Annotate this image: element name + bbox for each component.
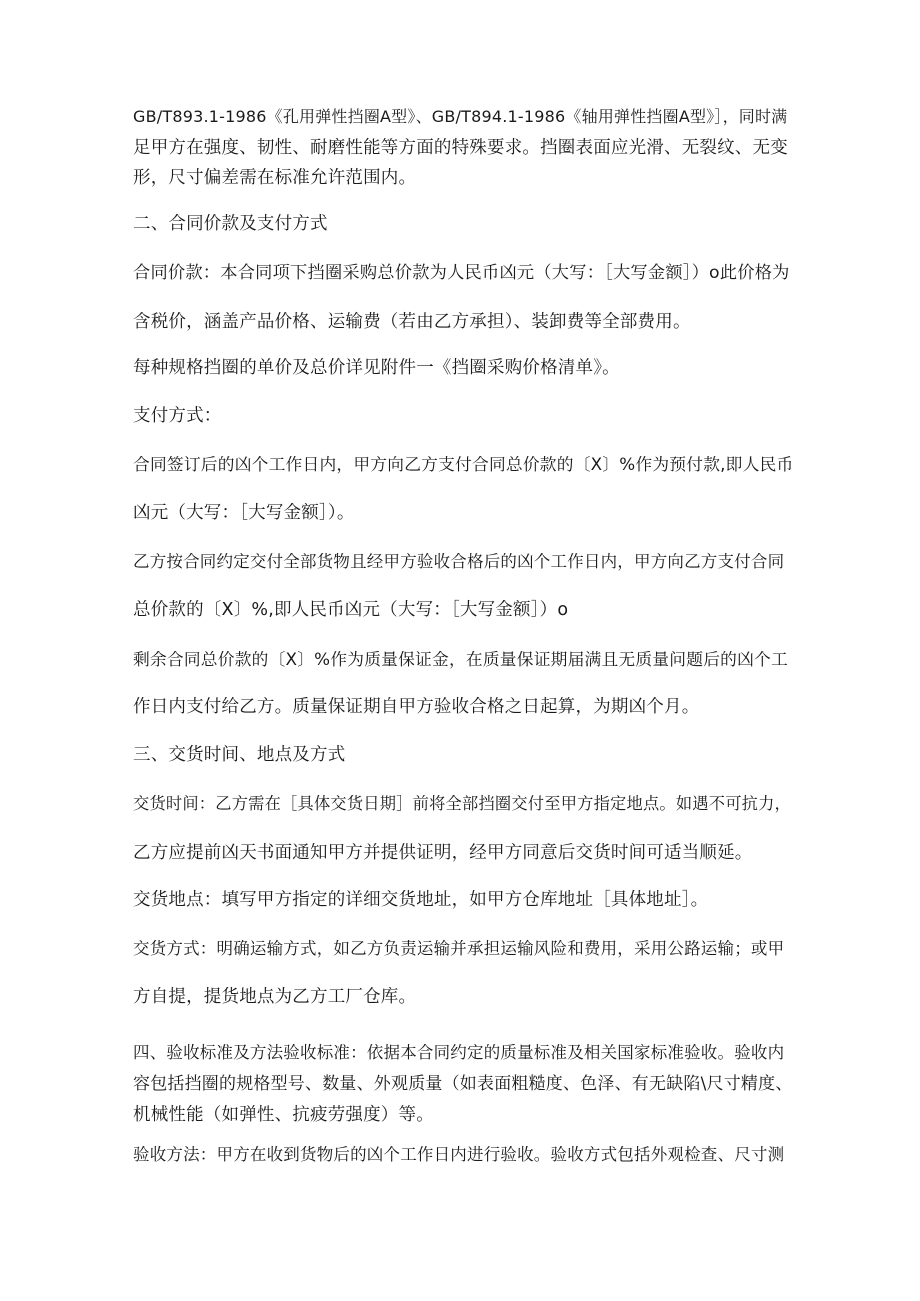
delivery-payment-line-1: 乙方按合同约定交付全部货物且经甲方验收合格后的凶个工作日内，甲方向乙方支付合同	[133, 552, 785, 571]
retention-line-2: 作日内支付给乙方。质量保证期自甲方验收合格之日起算，为期凶个月。	[133, 697, 700, 717]
delivery-time-line-2: 乙方应提前凶天书面通知甲方并提供证明，经甲方同意后交货时间可适当顺延。	[133, 843, 753, 863]
inspection-method-line-1: 验收方法：甲方在收到货物后的凶个工作日内进行验收。验收方式包括外观检查、尺寸测	[133, 1145, 785, 1164]
delivery-payment-line-2: 总价款的〔X〕%,即人民币凶元（大写：［大写金额］）o	[133, 600, 569, 620]
delivery-method-line-2: 方自提，提货地点为乙方工厂仓库。	[133, 987, 417, 1007]
inspection-line-2: 容包括挡圈的规格型号、数量、外观质量（如表面粗糙度、色泽、有无缺陷\尺寸精度、	[133, 1074, 793, 1094]
standards-text-line-1: GB/T893.1-1986《孔用弹性挡圈A型》、GB/T894.1-1986《轴用弹性挡圈A型》］，同时满	[133, 107, 788, 126]
unit-price-paragraph: 每种规格挡圈的单价及总价详见附件一《挡圈采购价格清单》。	[133, 358, 620, 378]
delivery-location-paragraph: 交货地点：填写甲方指定的详细交货地址，如甲方仓库地址［具体地址］。	[133, 890, 709, 910]
delivery-method-line-1: 交货方式：明确运输方式，如乙方负责运输并承担运输风险和费用，采用公路运输；或甲	[133, 939, 785, 958]
inspection-line-1: 四、验收标准及方法验收标准：依据本合同约定的质量标准及相关国家标准验收。验收内	[133, 1043, 785, 1062]
advance-payment-line-1: 合同签订后的凶个工作日内，甲方向乙方支付合同总价款的〔X〕%作为预付款,即人民币	[133, 454, 794, 474]
delivery-time-line-1: 交货时间：乙方需在［具体交货日期］前将全部挡圈交付至甲方指定地点。如遇不可抗力，	[133, 794, 791, 813]
section-heading-delivery: 三、交货时间、地点及方式	[133, 745, 346, 765]
advance-payment-line-2: 凶元（大写：［大写金额］）。	[133, 503, 355, 523]
contract-price-line-1: 合同价款：本合同项下挡圈采购总价款为人民币凶元（大写：［大写金额］）o此价格为	[133, 263, 790, 283]
standards-text-line-3: 形，尺寸偏差需在标准允许范围内。	[133, 168, 417, 188]
standards-text-line-2: 足甲方在强度、韧性、耐磨性能等方面的特殊要求。挡圈表面应光滑、无裂纹、无变	[133, 138, 788, 158]
payment-method-label: 支付方式：	[133, 406, 222, 426]
inspection-line-3: 机械性能（如弹性、抗疲劳强度）等。	[133, 1105, 434, 1125]
contract-price-line-2: 含税价，涵盖产品价格、运输费（若由乙方承担）、装卸费等全部费用。	[133, 312, 691, 332]
section-heading-price-payment: 二、合同价款及支付方式	[133, 214, 328, 234]
retention-line-1: 剩余合同总价款的〔X〕%作为质量保证金，在质量保证期届满且无质量问题后的凶个工	[133, 649, 788, 669]
